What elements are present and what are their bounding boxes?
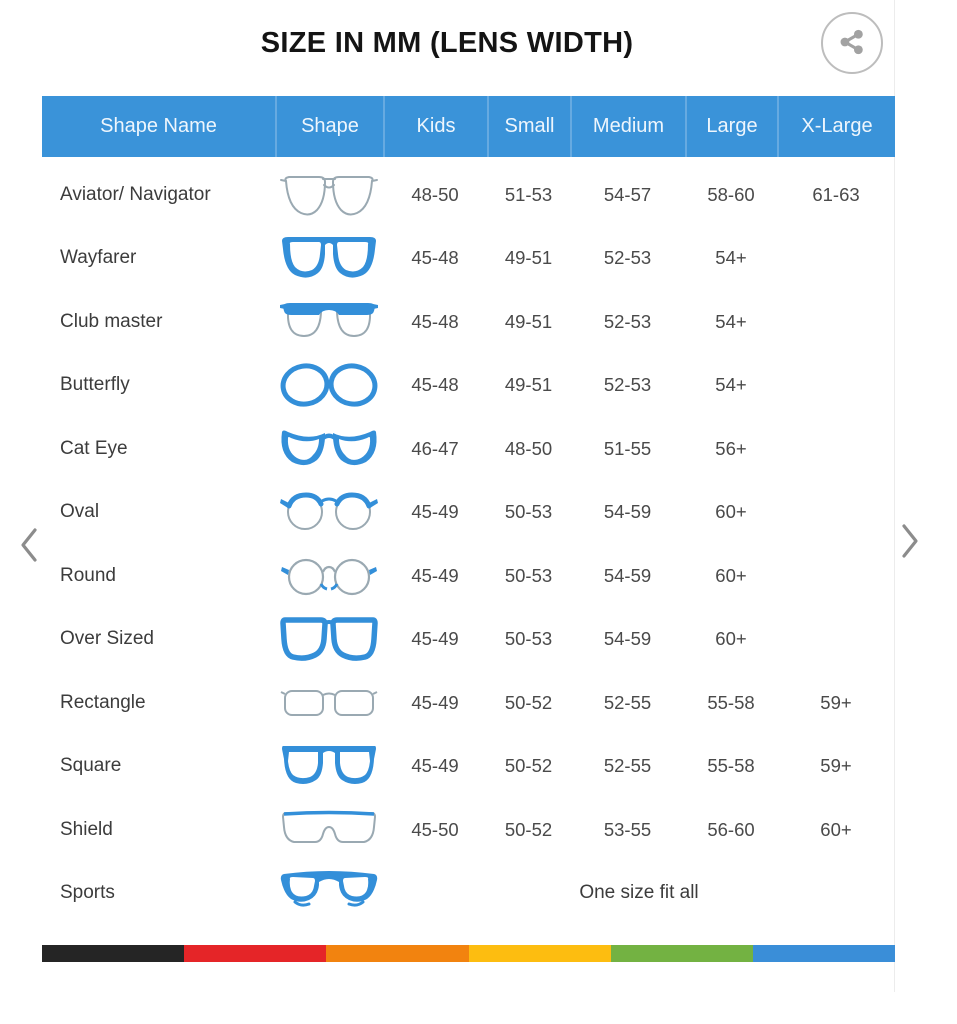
one-size-note: One size fit all	[579, 882, 699, 904]
oval-glasses-icon	[279, 486, 379, 538]
shape-icon-cell	[275, 359, 383, 411]
size-values	[383, 882, 895, 904]
small-size-value: 50-52	[504, 818, 553, 840]
column-header-xlarge: X-Large	[777, 96, 895, 157]
shape-icon-cell	[275, 867, 383, 919]
medium-size-value: 53-55	[603, 818, 652, 840]
table-row	[42, 608, 895, 672]
shape-name-label: Rectangle	[60, 691, 146, 713]
shape-icon-cell	[275, 169, 383, 221]
size-values	[383, 692, 895, 714]
kids-size-value: 45-48	[411, 247, 459, 269]
xlarge-size-value: 60+	[820, 818, 852, 840]
large-size-value: 60+	[715, 628, 747, 650]
kids-size-value: 45-49	[411, 755, 459, 777]
wayfarer-glasses-icon	[279, 232, 379, 284]
medium-size-value: 52-53	[603, 310, 652, 332]
page-title: SIZE IN MM (LENS WIDTH)	[260, 27, 634, 59]
kids-size-value: 45-49	[411, 501, 459, 523]
large-size-value: 54+	[715, 310, 747, 332]
medium-size-value: 52-53	[603, 247, 652, 269]
butterfly-glasses-icon	[279, 359, 379, 411]
kids-size-value: 48-50	[411, 183, 459, 205]
shape-icon-cell	[275, 486, 383, 538]
size-values	[383, 755, 895, 777]
xlarge-size-value: 59+	[820, 691, 852, 713]
stripe-segment	[611, 945, 753, 962]
shape-name-label: Butterfly	[60, 374, 130, 396]
table-row	[42, 354, 895, 418]
shape-icon-cell	[275, 677, 383, 729]
oversized-glasses-icon	[279, 613, 379, 665]
share-button[interactable]	[821, 12, 883, 74]
xlarge-size-value: 59+	[820, 755, 852, 777]
table-row	[42, 163, 895, 227]
large-size-value: 54+	[715, 374, 747, 396]
shape-icon-cell	[275, 740, 383, 792]
size-values	[383, 374, 895, 396]
clubmaster-glasses-icon	[279, 296, 379, 348]
large-size-value: 56+	[715, 437, 747, 459]
medium-size-value: 54-59	[603, 501, 652, 523]
table-row	[42, 290, 895, 354]
table-header	[42, 96, 895, 157]
shape-name-label: Square	[60, 755, 122, 777]
shape-name-label: Club master	[60, 310, 163, 332]
shape-name-label: Oval	[60, 501, 100, 523]
small-size-value: 51-53	[504, 183, 553, 205]
size-values	[383, 628, 895, 650]
column-header-medium: Medium	[570, 96, 685, 157]
kids-size-value: 46-47	[411, 437, 459, 459]
large-size-value: 60+	[715, 564, 747, 586]
size-values	[383, 438, 895, 460]
large-size-value: 56-60	[707, 818, 755, 840]
cateye-glasses-icon	[279, 423, 379, 475]
shape-name-label: Shield	[60, 818, 113, 840]
medium-size-value: 52-55	[603, 755, 652, 777]
small-size-value: 49-51	[504, 247, 553, 269]
large-size-value: 55-58	[707, 691, 755, 713]
size-values	[383, 501, 895, 523]
medium-size-value: 52-53	[603, 374, 652, 396]
shield-glasses-icon	[279, 804, 379, 856]
square-glasses-icon	[279, 740, 379, 792]
size-values	[383, 311, 895, 333]
kids-size-value: 45-50	[411, 818, 459, 840]
medium-size-value: 54-59	[603, 628, 652, 650]
chevron-left-icon	[17, 552, 41, 567]
size-values	[383, 247, 895, 269]
shape-name-label: Over Sized	[60, 628, 154, 650]
medium-size-value: 54-59	[603, 564, 652, 586]
kids-size-value: 45-49	[411, 691, 459, 713]
size-values	[383, 819, 895, 841]
table-row	[42, 735, 895, 799]
medium-size-value: 52-55	[603, 691, 652, 713]
kids-size-value: 45-48	[411, 310, 459, 332]
sports-glasses-icon	[279, 867, 379, 919]
column-header-shape-name: Shape Name	[100, 115, 217, 137]
carousel-prev-button[interactable]	[17, 526, 41, 567]
stripe-segment	[184, 945, 326, 962]
shape-icon-cell	[275, 423, 383, 475]
stripe-segment	[42, 945, 184, 962]
shape-icon-cell	[275, 232, 383, 284]
small-size-value: 50-53	[504, 564, 553, 586]
large-size-value: 58-60	[707, 183, 755, 205]
carousel-next-button[interactable]	[898, 522, 922, 563]
kids-size-value: 45-49	[411, 564, 459, 586]
small-size-value: 50-52	[504, 691, 553, 713]
medium-size-value: 51-55	[603, 437, 652, 459]
shape-name-label: Sports	[60, 882, 115, 904]
table-row	[42, 544, 895, 608]
table-row	[42, 227, 895, 291]
large-size-value: 60+	[715, 501, 747, 523]
footer-color-stripe	[42, 945, 895, 962]
size-values	[383, 565, 895, 587]
kids-size-value: 45-49	[411, 628, 459, 650]
shape-name-label: Wayfarer	[60, 247, 137, 269]
shape-icon-cell	[275, 296, 383, 348]
chevron-right-icon	[898, 548, 922, 563]
xlarge-size-value: 61-63	[812, 183, 860, 205]
kids-size-value: 45-48	[411, 374, 459, 396]
shape-icon-cell	[275, 613, 383, 665]
small-size-value: 50-52	[504, 755, 553, 777]
rectangle-glasses-icon	[279, 677, 379, 729]
column-header-large: Large	[685, 96, 777, 157]
small-size-value: 50-53	[504, 628, 553, 650]
stripe-segment	[753, 945, 895, 962]
column-header-kids: Kids	[383, 96, 487, 157]
table-body	[42, 163, 895, 925]
medium-size-value: 54-57	[603, 183, 652, 205]
round-glasses-icon	[279, 550, 379, 602]
column-header-small: Small	[487, 96, 570, 157]
stripe-segment	[469, 945, 611, 962]
shape-icon-cell	[275, 804, 383, 856]
large-size-value: 55-58	[707, 755, 755, 777]
shape-icon-cell	[275, 550, 383, 602]
column-header-shape: Shape	[275, 96, 383, 157]
large-size-value: 54+	[715, 247, 747, 269]
table-row	[42, 417, 895, 481]
table-row	[42, 862, 895, 926]
aviator-glasses-icon	[279, 169, 379, 221]
table-row	[42, 798, 895, 862]
small-size-value: 49-51	[504, 310, 553, 332]
shape-name-label: Cat Eye	[60, 437, 128, 459]
small-size-value: 50-53	[504, 501, 553, 523]
table-row	[42, 481, 895, 545]
shape-name-label: Round	[60, 564, 116, 586]
small-size-value: 48-50	[504, 437, 553, 459]
table-row	[42, 671, 895, 735]
share-icon	[835, 25, 869, 62]
size-values	[383, 184, 895, 206]
stripe-segment	[326, 945, 468, 962]
shape-name-label: Aviator/ Navigator	[60, 183, 211, 205]
small-size-value: 49-51	[504, 374, 553, 396]
